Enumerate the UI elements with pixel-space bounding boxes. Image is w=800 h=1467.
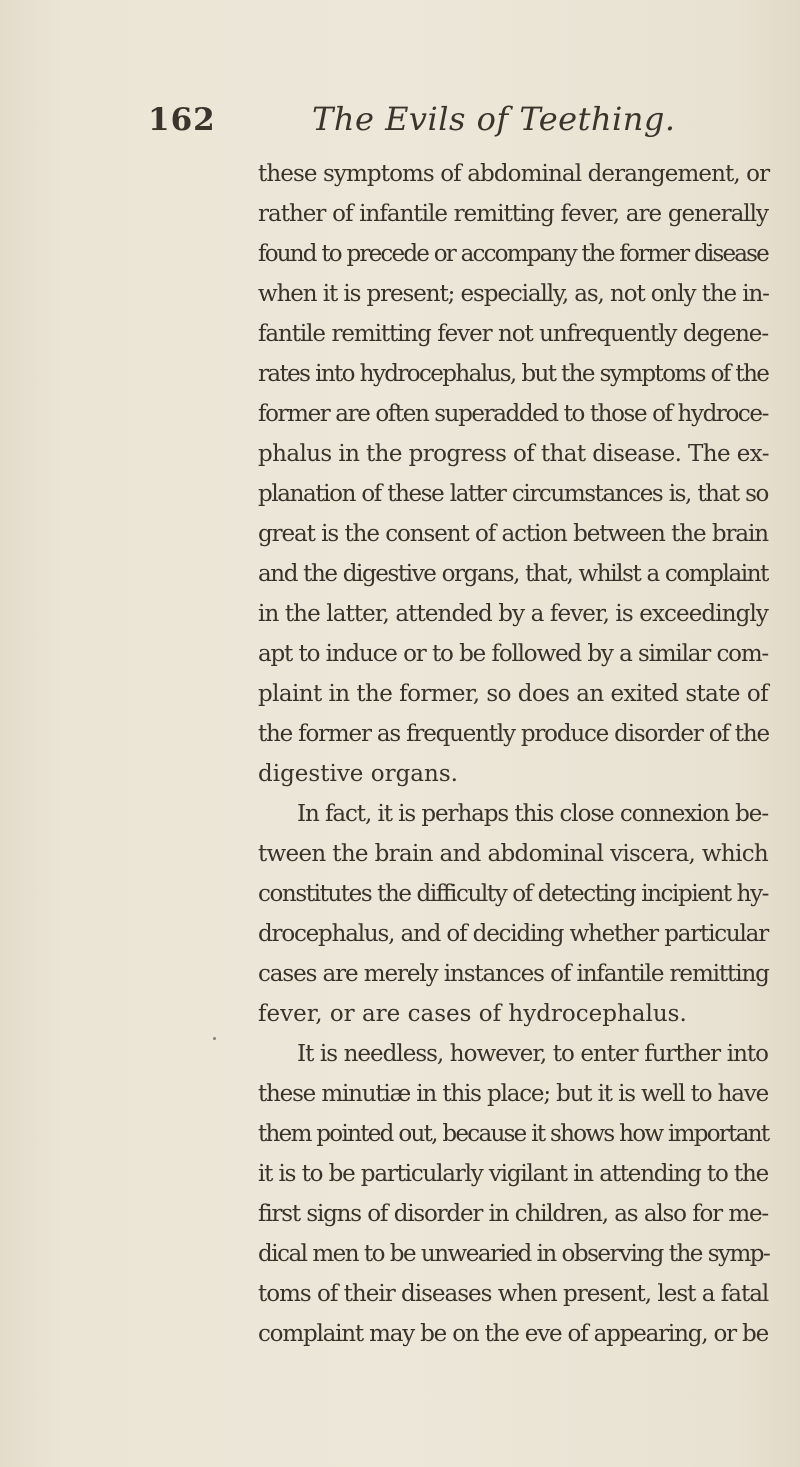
text-line: in the latter, attended by a fever, is exceedingly [258,601,768,627]
paper-speck [213,1037,216,1040]
text-line: them pointed out, because it shows how important [258,1121,769,1147]
text-line: tween the brain and abdominal viscera, which [258,841,768,867]
text-line: apt to induce or to be followed by a similar com- [258,641,768,667]
text-line: fantile remitting fever not unfrequently degene- [258,321,768,347]
text-line: dical men to be unwearied in observing the symp- [258,1241,770,1267]
text-line: cases are merely instances of infantile remitting [258,961,769,987]
text-line: former are often superadded to those of hydroce- [258,401,768,427]
text-line: digestive organs. [258,761,458,787]
text-line: when it is present; especially, as, not only the in- [258,281,769,307]
text-line: rates into hydrocephalus, but the symptoms of the [258,361,769,387]
page-header [148,96,748,142]
text-line: rather of infantile remitting fever, are generally [258,201,768,227]
text-line: phalus in the progress of that disease. The ex- [258,441,769,467]
text-line: these minutiæ in this place; but it is well to have [258,1081,768,1107]
text-line: these symptoms of abdominal derangement, or [258,161,770,187]
text-line: toms of their diseases when present, lest a fatal [258,1281,769,1307]
text-line: planation of these latter circumstances is, that so [258,481,768,507]
text-line: drocephalus, and of deciding whether particular [258,921,768,947]
text-line: great is the consent of action between the brain [258,521,768,547]
text-line: found to precede or accompany the former disease [258,241,768,267]
paragraph-first-line: In fact, it is perhaps this close connexion be- [297,801,768,827]
text-line: it is to be particularly vigilant in attending to the [258,1161,768,1187]
running-title: The Evils of Teething. [312,100,676,138]
paragraph-first-line: It is needless, however, to enter further into [297,1041,768,1067]
text-line: complaint may be on the eve of appearing, or be [258,1321,768,1347]
text-line: constitutes the difficulty of detecting incipient hy- [258,881,769,907]
text-line: plaint in the former, so does an exited state of [258,681,768,707]
text-line: the former as frequently produce disorder of the [258,721,769,747]
text-line: and the digestive organs, that, whilst a complaint [258,561,768,587]
text-line: fever, or are cases of hydrocephalus. [258,1001,687,1027]
page-number: 162 [148,102,216,138]
text-line: first signs of disorder in children, as also for me- [258,1201,768,1227]
